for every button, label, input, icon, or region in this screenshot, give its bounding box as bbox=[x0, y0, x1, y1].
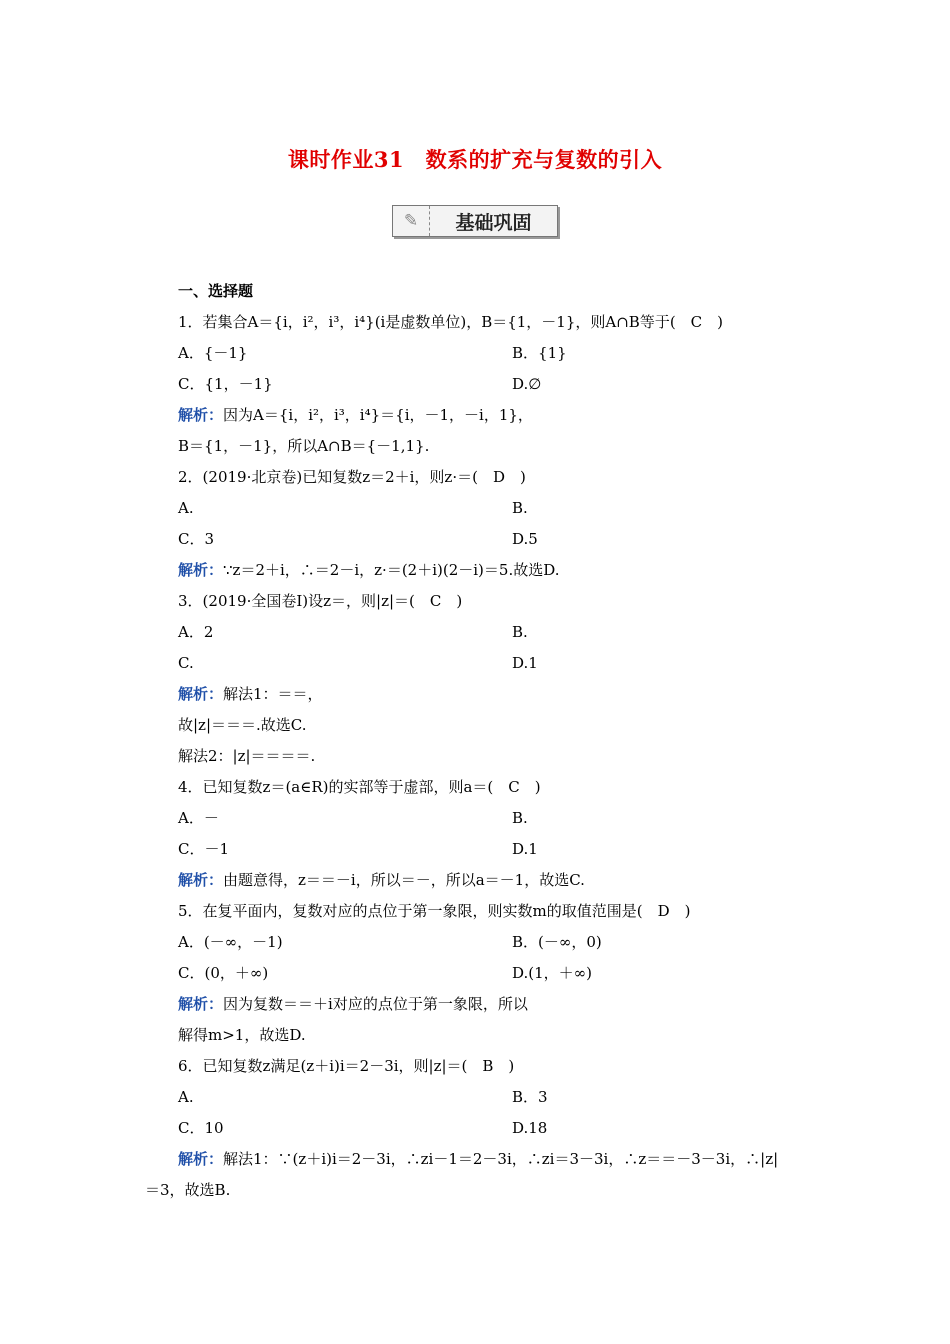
analysis-line bbox=[178, 989, 818, 1020]
analysis-line bbox=[178, 1144, 818, 1175]
question-6: 6．已知复数z满足(z＋i)i＝2－3i，则|z|＝( B ) bbox=[178, 1057, 515, 1075]
analysis-label: 解析： bbox=[178, 561, 224, 579]
options-row bbox=[178, 927, 818, 958]
analysis-line: 解得m>1，故选D. bbox=[178, 1026, 306, 1044]
pencil-icon: ✎ bbox=[393, 206, 430, 236]
option-a: A. bbox=[178, 1088, 194, 1106]
option-a: A．－ bbox=[178, 809, 219, 827]
option-d: D.18 bbox=[512, 1119, 548, 1137]
option-c: C. bbox=[178, 654, 194, 672]
question-4: 4．已知复数z＝(a∈R)的实部等于虚部，则a＝( C ) bbox=[178, 778, 541, 796]
options-row bbox=[178, 524, 818, 555]
badge-label: 基础巩固 bbox=[455, 211, 532, 234]
option-d: D.(1，＋∞) bbox=[512, 964, 593, 982]
analysis-text: ∵z＝2＋i，∴＝2－i，z·＝(2＋i)(2－i)＝5.故选D. bbox=[223, 561, 560, 579]
section-heading: 一、选择题 bbox=[178, 282, 254, 300]
analysis-text: 由题意得，z＝＝－i，所以＝－，所以a＝－1，故选C. bbox=[223, 871, 585, 889]
option-b: B．3 bbox=[512, 1088, 548, 1106]
options-row bbox=[178, 834, 818, 865]
options-row bbox=[178, 803, 818, 834]
question-5: 5．在复平面内，复数对应的点位于第一象限，则实数m的取值范围是( D ) bbox=[178, 902, 691, 920]
page-title: 课时作业31 数系的扩充与复数的引入 bbox=[287, 147, 663, 172]
option-d: D.1 bbox=[512, 654, 538, 672]
option-b: B. bbox=[512, 499, 528, 517]
analysis-line bbox=[178, 679, 818, 710]
option-c: C．10 bbox=[178, 1119, 224, 1137]
question-1: 1．若集合A＝{i，i²，i³，i⁴}(i是虚数单位)，B＝{1，－1}，则A∩B等于( C ) bbox=[178, 313, 723, 331]
option-c: C．(0，＋∞) bbox=[178, 964, 269, 982]
analysis-text: 解法1：＝＝， bbox=[223, 685, 323, 703]
options-row bbox=[178, 1082, 818, 1113]
option-c: C．－1 bbox=[178, 840, 230, 858]
option-b: B．(－∞，0) bbox=[512, 933, 602, 951]
analysis-label: 解析： bbox=[178, 1150, 224, 1168]
options-row bbox=[178, 958, 818, 989]
options-row bbox=[178, 369, 818, 400]
option-c: C．{1，－1} bbox=[178, 375, 273, 393]
option-c: C．3 bbox=[178, 530, 215, 548]
question-3: 3．(2019·全国卷Ⅰ)设z＝，则|z|＝( C ) bbox=[178, 592, 463, 610]
analysis-line bbox=[178, 555, 818, 586]
options-row bbox=[178, 493, 818, 524]
analysis-text: 因为A＝{i，i²，i³，i⁴}＝{i，－1，－i，1}， bbox=[223, 406, 533, 424]
section-badge bbox=[392, 205, 558, 237]
options-row bbox=[178, 1113, 818, 1144]
analysis-line: 故|z|＝＝＝.故选C. bbox=[178, 716, 307, 734]
options-row bbox=[178, 648, 818, 679]
question-2: 2．(2019·北京卷)已知复数z＝2＋i，则z·＝( D ) bbox=[178, 468, 526, 486]
option-b: B. bbox=[512, 809, 528, 827]
analysis-line: ＝3，故选B. bbox=[145, 1181, 231, 1199]
option-d: D.1 bbox=[512, 840, 538, 858]
analysis-line: 解法2：|z|＝＝＝＝. bbox=[178, 747, 316, 765]
options-row bbox=[178, 338, 818, 369]
option-d: D.∅ bbox=[512, 375, 542, 393]
option-a: A. bbox=[178, 499, 194, 517]
analysis-text: 因为复数＝＝＋i对应的点位于第一象限，所以 bbox=[223, 995, 528, 1013]
analysis-label: 解析： bbox=[178, 406, 224, 424]
option-b: B. bbox=[512, 623, 528, 641]
option-d: D.5 bbox=[512, 530, 538, 548]
question-list bbox=[145, 276, 818, 1206]
option-a: A．2 bbox=[178, 623, 214, 641]
analysis-line bbox=[178, 865, 818, 896]
analysis-line bbox=[178, 400, 818, 431]
option-b: B．{1} bbox=[512, 344, 567, 362]
option-a: A．{－1} bbox=[178, 344, 248, 362]
analysis-text: 解法1：∵(z＋i)i＝2－3i，∴zi－1＝2－3i，∴zi＝3－3i，∴z＝＝－3－3i，∴|z| bbox=[223, 1150, 779, 1168]
option-a: A．(－∞，－1) bbox=[178, 933, 283, 951]
options-row bbox=[178, 617, 818, 648]
analysis-label: 解析： bbox=[178, 685, 224, 703]
analysis-line: B＝{1，－1}，所以A∩B＝{－1,1}. bbox=[178, 437, 430, 455]
analysis-label: 解析： bbox=[178, 995, 224, 1013]
analysis-label: 解析： bbox=[178, 871, 224, 889]
